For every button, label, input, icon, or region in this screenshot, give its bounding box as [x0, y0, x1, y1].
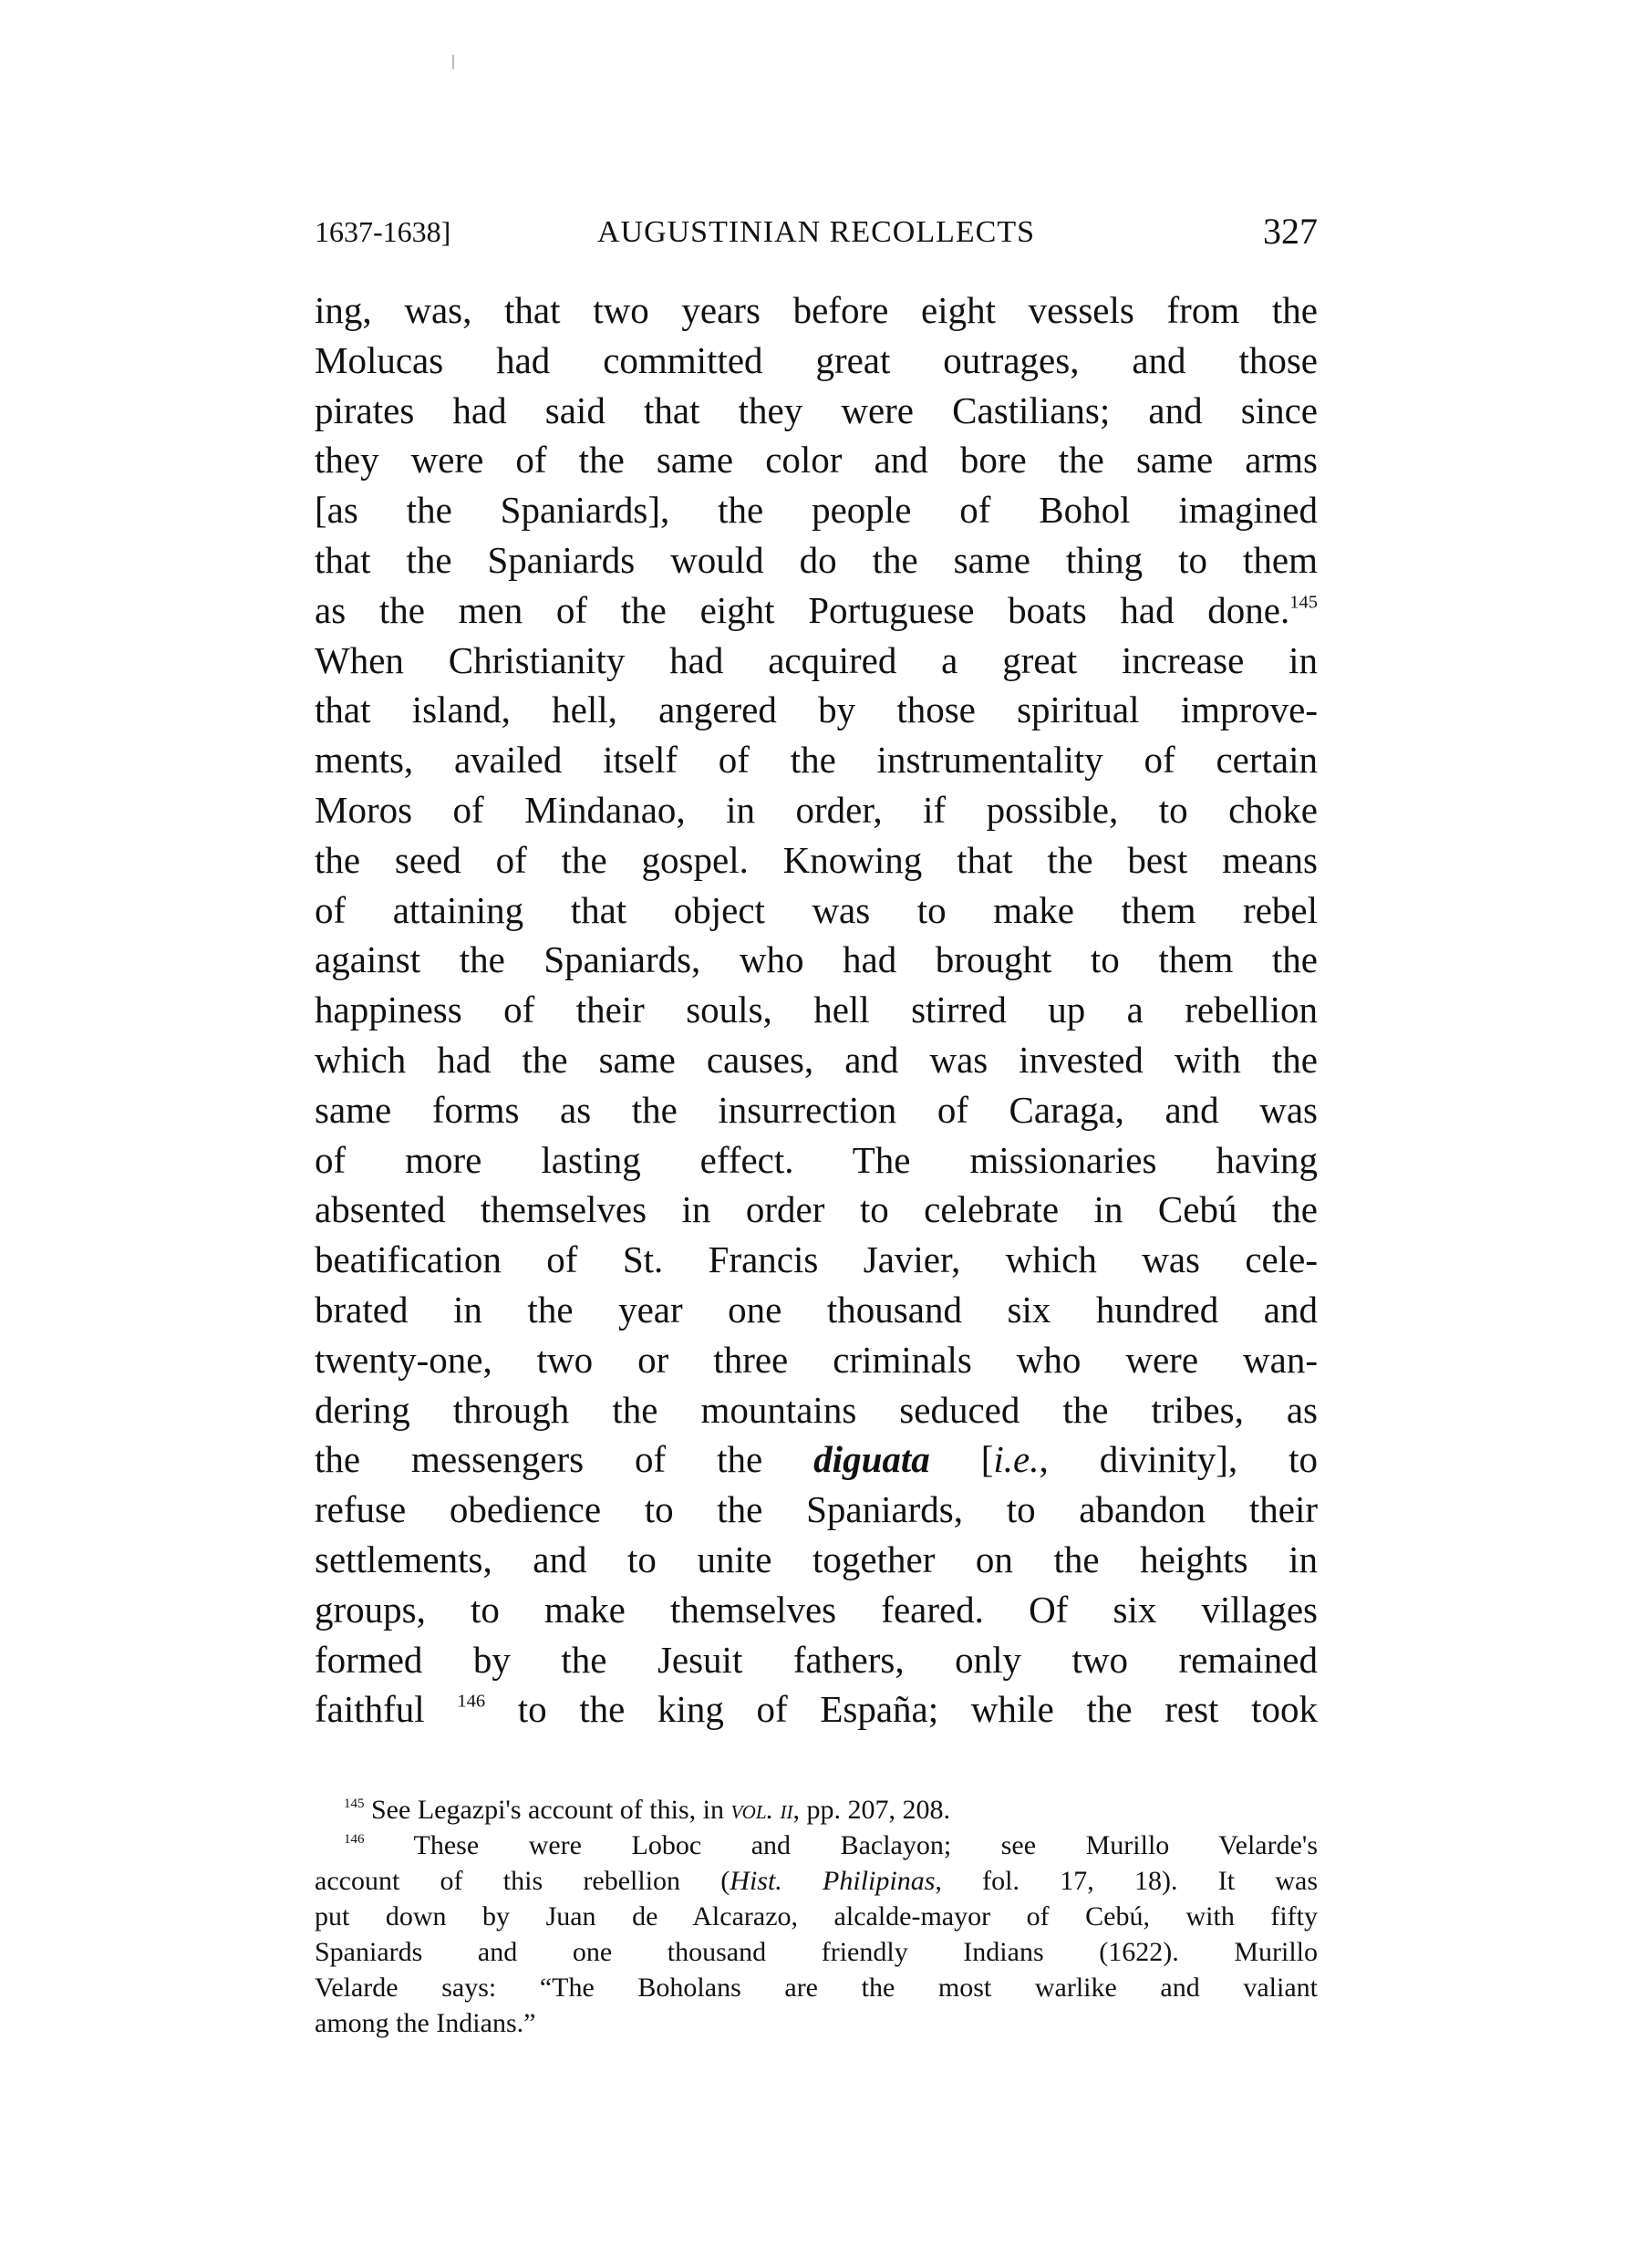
body-line: [315, 885, 1318, 936]
body-line: [315, 1135, 1318, 1186]
text-run: happiness of their souls, hell stirred up a rebellion: [315, 989, 1318, 1031]
emphasis-text: i.e.: [993, 1438, 1040, 1481]
body-line: [315, 1335, 1318, 1385]
emphasis-text: Hist. Philipinas: [730, 1866, 936, 1896]
text-run: [as the Spaniards], the people of Bohol imagined: [315, 489, 1318, 532]
body-line: [315, 336, 1318, 386]
body-line: [315, 685, 1318, 735]
text-run: , pp. 207, 208.: [792, 1795, 950, 1825]
text-run: Molucas had committed great outrages, and those: [315, 338, 1318, 381]
text-run: [: [929, 1438, 994, 1481]
text-run: same forms as the insurrection of Caraga, and was: [315, 1088, 1318, 1131]
text-run: When Christianity had acquired a great increase in: [315, 638, 1318, 681]
text-run: ments, availed itself of the instrumentality of certain: [315, 739, 1318, 782]
text-run: settlements, and to unite together on the heights in: [315, 1538, 1318, 1580]
text-run: the seed of the gospel. Knowing that the best means: [315, 838, 1318, 881]
footnote-ref: 145: [344, 1797, 365, 1811]
body-line: [315, 485, 1318, 535]
body-line: [315, 1485, 1318, 1535]
text-run: ing, was, that two years before eight vessels from the: [315, 289, 1318, 331]
text-run: that the Spaniards would do the same thing to them: [315, 538, 1318, 581]
body-line: [315, 435, 1318, 485]
body-line: [315, 535, 1318, 585]
text-run: account of this rebellion (: [315, 1866, 730, 1896]
text-run: they were of the same color and bore the same arms: [315, 439, 1318, 482]
body-line: [315, 1535, 1318, 1585]
text-run: among the Indians.”: [315, 2008, 536, 2038]
body-line: [315, 1385, 1318, 1435]
footnote-line: [315, 1899, 1318, 1934]
text-run: These were Loboc and Baclayon; see Murillo Velarde's: [364, 1830, 1318, 1860]
text-run: , fol. 17, 18). It was: [935, 1866, 1319, 1896]
body-line: [315, 1085, 1318, 1135]
footnote-line: [315, 1970, 1318, 2005]
text-run: Spaniards and one thousand friendly Indians (1622). Murillo: [315, 1937, 1318, 1967]
body-line: [315, 1434, 1318, 1485]
body-line: [315, 1684, 1318, 1735]
footnote-ref: 145: [1289, 592, 1318, 613]
body-line: [315, 1185, 1318, 1235]
text-run: , divinity], to: [1039, 1438, 1319, 1481]
text-run: the messengers of the: [315, 1438, 814, 1481]
text-run: See Legazpi's account of this, in: [364, 1795, 731, 1825]
text-run: Moros of Mindanao, in order, if possible, to choke: [315, 788, 1318, 831]
text-run: put down by Juan de Alcarazo, alcalde-mayor of Cebú, with fifty: [315, 1901, 1318, 1931]
body-line: [315, 935, 1318, 985]
footnotes: [315, 1792, 1318, 2041]
page-number: 327: [1263, 211, 1318, 252]
text-run: brated in the year one thousand six hundred and: [315, 1288, 1318, 1331]
text-run: groups, to make themselves feared. Of six villages: [315, 1588, 1318, 1631]
text-run: against the Spaniards, who had brought to them the: [315, 938, 1318, 981]
body-line: [315, 636, 1318, 686]
text-run: of more lasting effect. The missionaries having: [315, 1138, 1318, 1181]
text-run: absented themselves in order to celebrate in Cebú the: [315, 1188, 1318, 1231]
running-header: [315, 211, 1318, 261]
emphasis-text: vol. ii: [730, 1795, 793, 1825]
text-run: of attaining that object was to make them rebel: [315, 888, 1318, 931]
body-line: [315, 585, 1318, 636]
text-run: faithful: [315, 1688, 458, 1731]
body-line: [315, 386, 1318, 436]
text-run: which had the same causes, and was invested with the: [315, 1038, 1318, 1081]
text-run: formed by the Jesuit fathers, only two remained: [315, 1638, 1318, 1681]
header-title: AUGUSTINIAN RECOLLECTS: [596, 215, 1036, 249]
footnote-ref: 146: [344, 1832, 365, 1847]
body-line: [315, 1035, 1318, 1085]
footnote-line: [315, 1792, 1318, 1828]
footnote-line: [315, 2005, 1318, 2041]
text-run: pirates had said that they were Castilians; and since: [315, 388, 1318, 431]
footnote-line: [315, 1828, 1318, 1863]
footnote-ref: 146: [457, 1691, 486, 1712]
body-line: [315, 985, 1318, 1035]
text-run: that island, hell, angered by those spiritual improve-: [315, 689, 1318, 731]
body-line: [315, 1235, 1318, 1285]
emphasis-text: diguata: [813, 1438, 930, 1481]
text-run: Velarde says: “The Boholans are the most warlike and valiant: [315, 1973, 1318, 2003]
body-line: [315, 1635, 1318, 1685]
scan-mark: [452, 55, 454, 69]
text-run: to the king of España; while the rest took: [485, 1688, 1318, 1731]
footnote-line: [315, 1863, 1318, 1899]
body-line: [315, 835, 1318, 885]
text-run: beatification of St. Francis Javier, which was cele-: [315, 1238, 1318, 1281]
body-line: [315, 1585, 1318, 1635]
text-run: dering through the mountains seduced the tribes, as: [315, 1388, 1318, 1431]
text-run: refuse obedience to the Spaniards, to abandon their: [315, 1488, 1318, 1531]
body-line: [315, 285, 1318, 336]
body-text: [315, 285, 1318, 1735]
header-date-range: 1637-1638]: [315, 215, 451, 248]
body-line: [315, 1285, 1318, 1335]
body-line: [315, 785, 1318, 835]
text-run: as the men of the eight Portuguese boats had done.: [315, 588, 1290, 631]
footnote-line: [315, 1934, 1318, 1970]
body-line: [315, 735, 1318, 785]
text-run: twenty-one, two or three criminals who were wan-: [315, 1338, 1318, 1381]
